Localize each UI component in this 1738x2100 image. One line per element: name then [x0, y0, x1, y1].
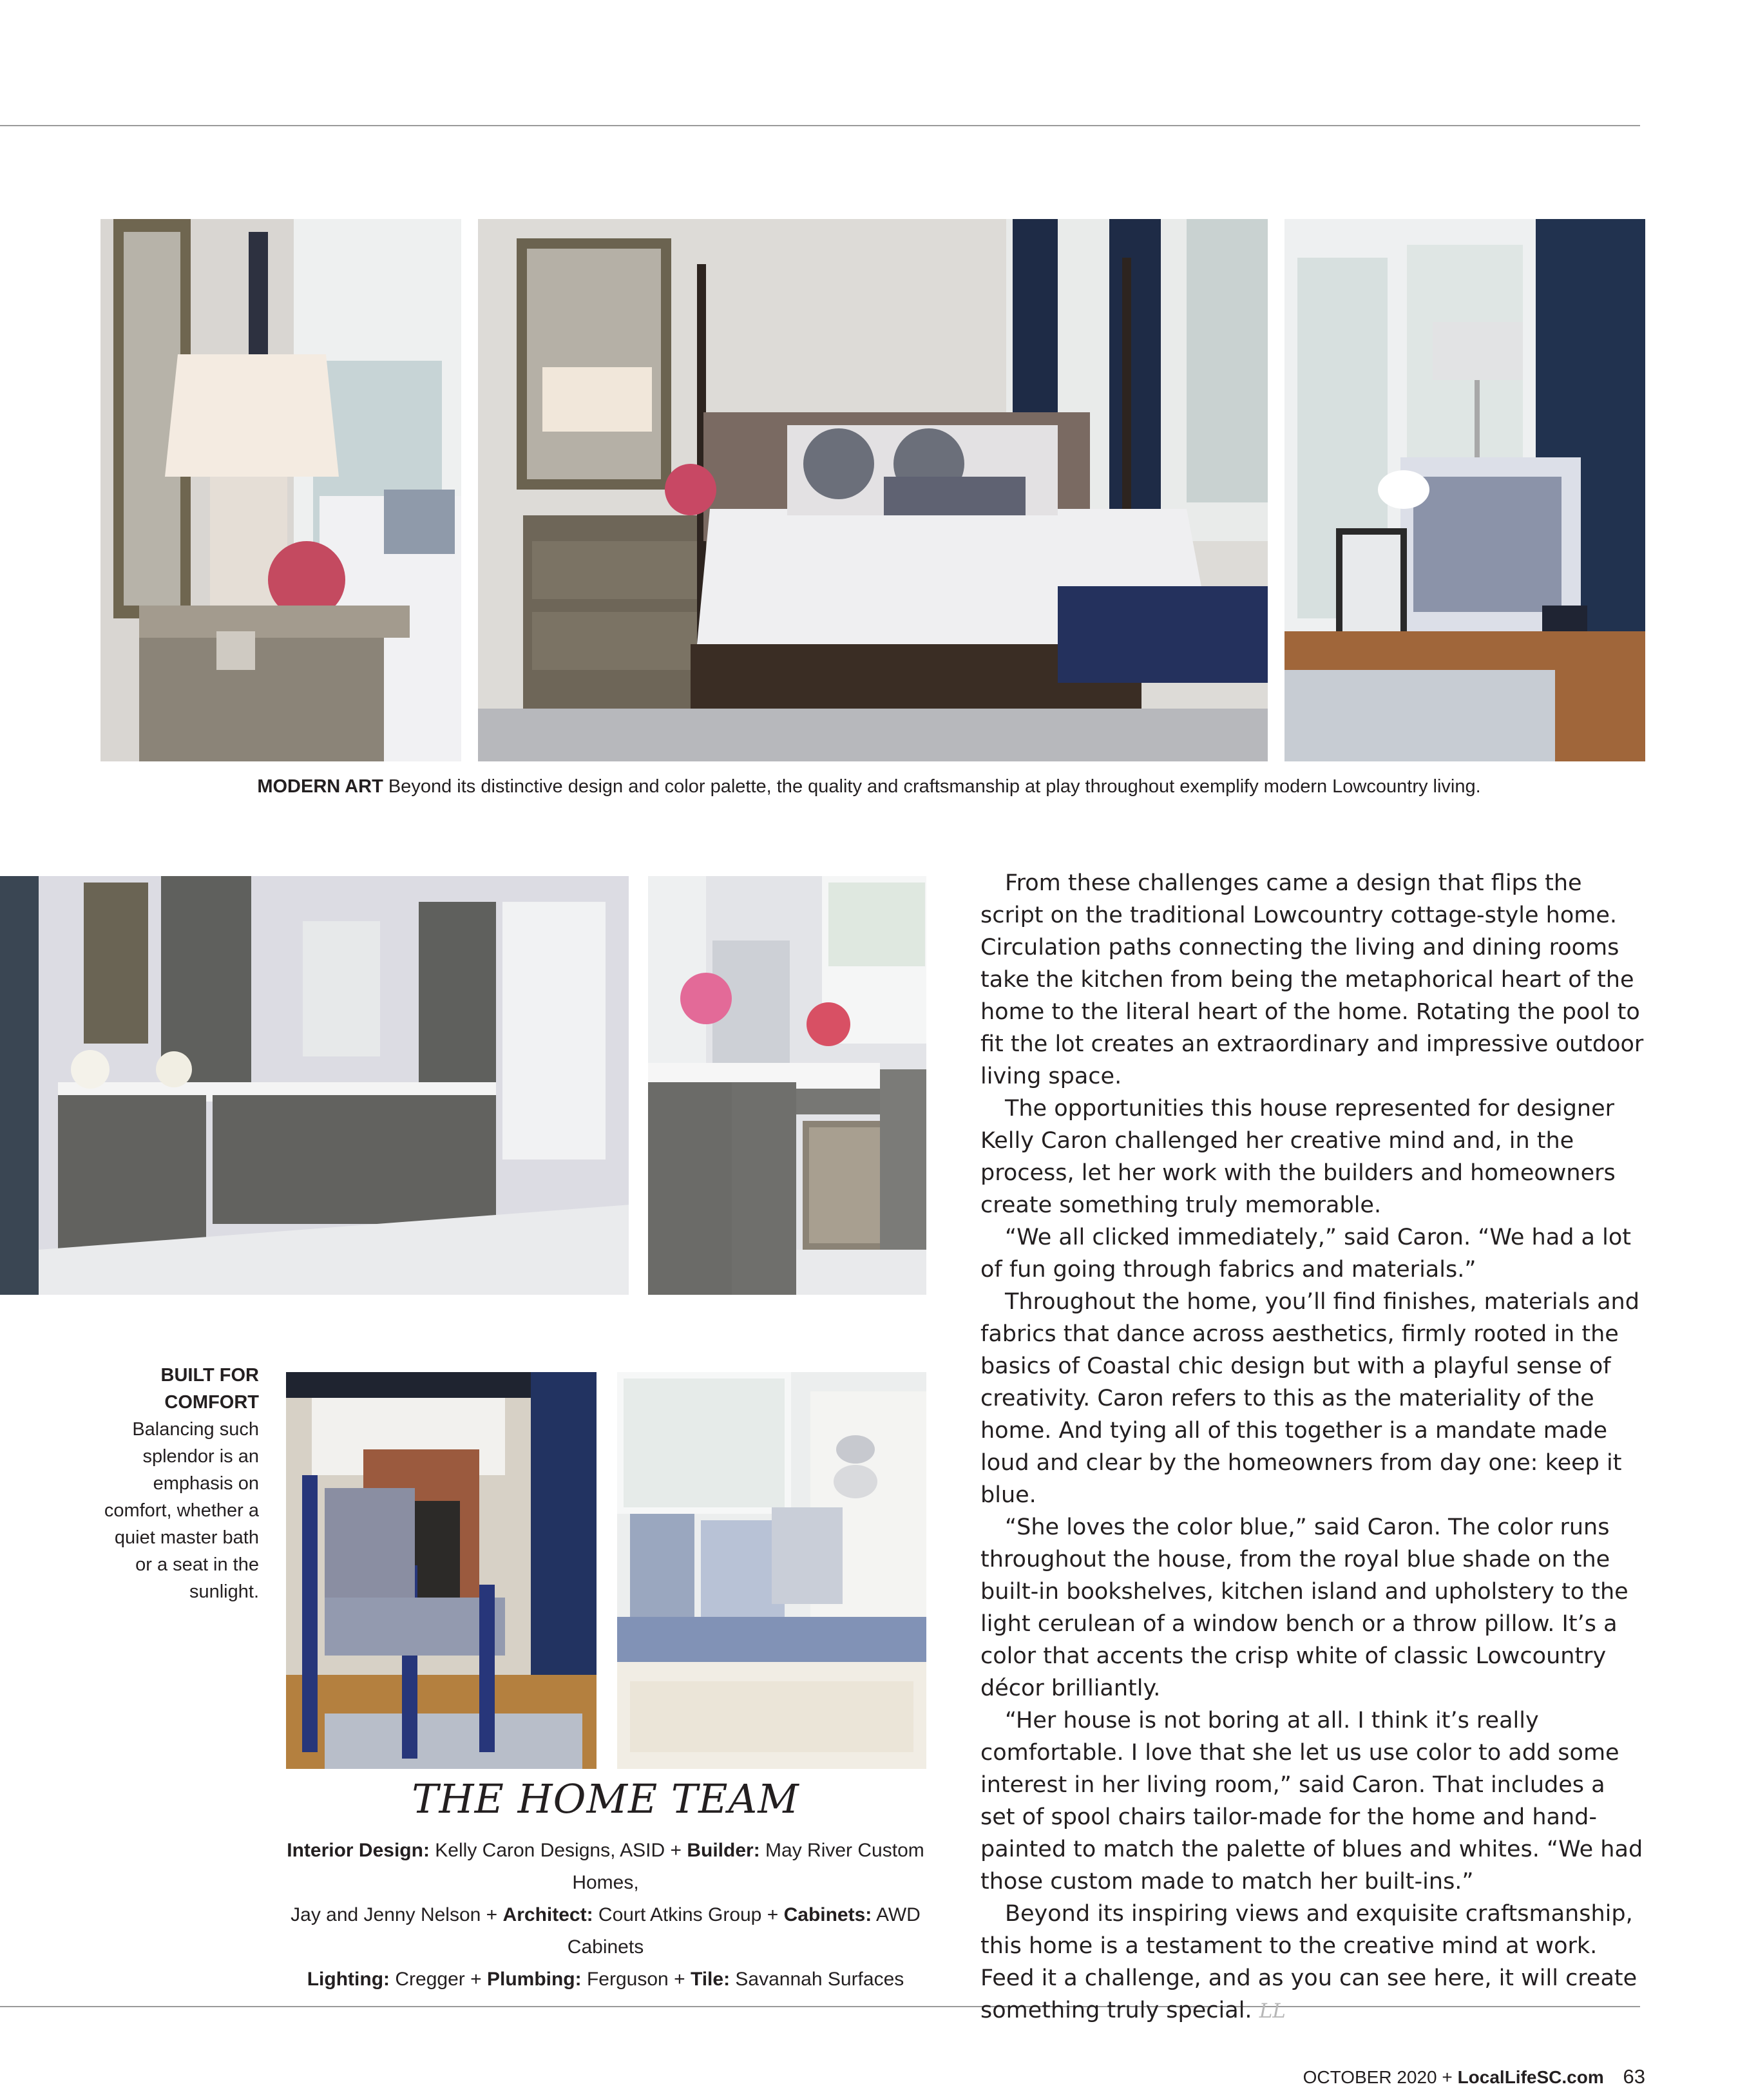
credit-value: Court Atkins Group [598, 1904, 762, 1925]
credit-value: Kelly Caron Designs, ASID [435, 1840, 665, 1861]
credit-separator: + [470, 1969, 482, 1990]
side-caption [97, 1362, 259, 1605]
photo-spool-chair [286, 1372, 597, 1769]
credit-separator: + [670, 1840, 682, 1861]
photo-bedside-lamp [100, 219, 461, 761]
article-body [980, 867, 1645, 2027]
credit-value: Jay and Jenny Nelson [291, 1904, 481, 1925]
credit-separator: + [674, 1969, 685, 1990]
article-paragraph: From these challenges came a design that flips the script on the traditional Lowcountry cottage-style home. Circulation paths connecting the living and dining rooms take the kitchen from being the metaphorical heart of the home to the literal heart of the home. Rotating the pool to fit the lot creates an extraordinary and impressive outdoor living space. [980, 870, 1644, 1089]
home-team-credits [261, 1835, 950, 1996]
footer-issue: OCTOBER 2020 [1303, 2067, 1437, 2087]
photo-master-bath [0, 876, 629, 1295]
credit-label: Cabinets: [783, 1904, 872, 1925]
top-rule [0, 125, 1640, 126]
credit-value: Cregger [395, 1969, 465, 1990]
footer-separator: + [1442, 2067, 1453, 2087]
credit-value: Savannah Surfaces [735, 1969, 904, 1990]
photo-makeup-vanity [648, 876, 926, 1295]
footer-site: LocalLifeSC.com [1457, 2067, 1604, 2087]
page-footer [1303, 2065, 1645, 2088]
side-caption-text: Balancing such splendor is an emphasis on comfort, whether a quiet master bath or a seat in the sunlight. [104, 1419, 259, 1602]
credit-label: Tile: [690, 1969, 731, 1990]
article-paragraph: “We all clicked immediately,” said Caron. “We had a lot of fun going through fabrics and materials.” [980, 1225, 1631, 1283]
article-last-text: Beyond its inspiring views and exquisite craftsmanship, this home is a testament to the creative mind at work. Feed it a challenge, and as you can see here, it will create something truly special. [980, 1901, 1638, 2023]
home-team-title: THE HOME TEAM [412, 1775, 799, 1822]
photo-window-seat [617, 1372, 926, 1769]
credit-label: Plumbing: [486, 1969, 582, 1990]
credits-line-2 [261, 1899, 950, 1963]
credit-label: Builder: [687, 1840, 760, 1861]
page-number: 63 [1623, 2065, 1645, 2088]
article-paragraph: The opportunities this house represented for designer Kelly Caron challenged her creative mind and, in the process, let her work with the builders and homeowners create something truly memorable. [980, 1096, 1616, 1218]
credit-value: May River Custom Homes, [572, 1840, 924, 1893]
article-paragraph-last [980, 1898, 1645, 2027]
credit-value: Ferguson [586, 1969, 669, 1990]
article-paragraph: “Her house is not boring at all. I think it’s really comfortable. I love that she let us use color to add some interest in her living room,” said Caron. That includes a set of spool chairs tailor-made for the home and hand-painted to match the palette of blues and whites. “We had those custom made to match her built-ins.” [980, 1708, 1643, 1895]
side-caption-label: BUILT FOR COMFORT [160, 1365, 259, 1413]
photo-floral-armchair [1284, 219, 1645, 761]
top-photo-caption [0, 776, 1738, 797]
credit-label: Interior Design: [287, 1840, 430, 1861]
article-paragraph: “She loves the color blue,” said Caron. The color runs throughout the house, from the royal blue shade on the built-in bookshelves, kitchen island and upholstery to the light cerulean of a window bench or a throw pillow. It’s a color that accents the crisp white of classic Lowcountry décor brilliantly. [980, 1514, 1628, 1701]
caption-text: Beyond its distinctive design and color palette, the quality and craftsmanship at play throughout exemplify modern Lowcountry living. [388, 776, 1481, 797]
signoff-mark: LL [1259, 2000, 1286, 2023]
credit-label: Lighting: [307, 1969, 390, 1990]
caption-label: MODERN ART [257, 776, 383, 797]
article-paragraph: Throughout the home, you’ll find finishes, materials and fabrics that dance across aesthetics, firmly rooted in the basics of Coastal chic design but with a playful sense of creativity. Caron refers to this as the materiality of the home. And tying all of this together is a mandate made loud and clear by the homeowners from day one: keep it blue. [980, 1289, 1639, 1508]
photo-four-poster-bed [478, 219, 1268, 761]
credit-separator: + [767, 1904, 779, 1925]
credit-label: Architect: [502, 1904, 593, 1925]
credit-value: AWD Cabinets [567, 1904, 921, 1958]
credits-line-1 [261, 1835, 950, 1899]
credit-separator: + [486, 1904, 498, 1925]
credits-line-3 [261, 1963, 950, 1996]
